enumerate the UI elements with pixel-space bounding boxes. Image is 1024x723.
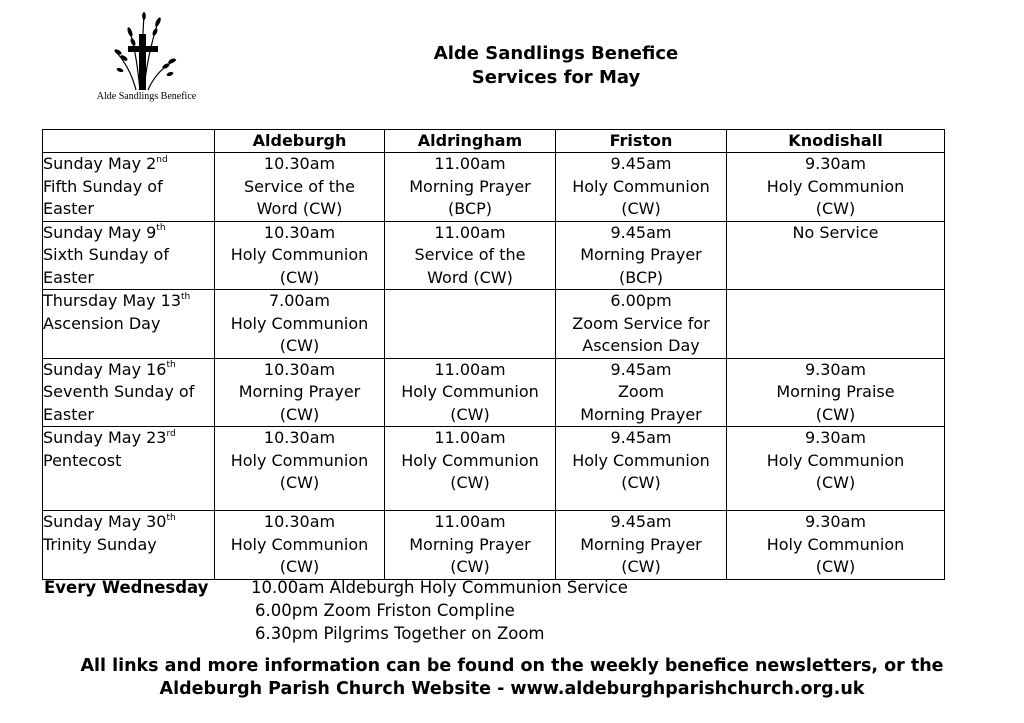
service-detail: (CW) xyxy=(815,404,856,424)
service-cell xyxy=(556,427,727,511)
service-detail: Holy Communion xyxy=(572,450,710,470)
service-detail: (CW) xyxy=(815,473,856,492)
column-header-aldringham: Aldringham xyxy=(385,130,556,153)
service-date-cell xyxy=(43,511,215,580)
service-detail: Holy Communion xyxy=(230,313,369,333)
service-date-cell xyxy=(43,358,215,427)
service-cell xyxy=(727,358,945,427)
service-cell xyxy=(385,221,556,290)
table-row xyxy=(43,221,945,290)
service-cell xyxy=(385,427,556,511)
service-detail: Morning Prayer xyxy=(238,382,361,401)
service-cell xyxy=(556,153,727,222)
service-cell xyxy=(556,511,727,580)
service-time: 9.45am xyxy=(610,359,672,379)
service-detail: Holy Communion xyxy=(766,176,905,196)
wednesday-service-item: 6.00pm Zoom Friston Compline xyxy=(255,601,515,620)
service-detail: (CW) xyxy=(279,404,320,424)
service-date xyxy=(43,427,214,450)
wednesday-service-item: 10.00am Aldeburgh Holy Communion Service xyxy=(251,578,628,597)
service-detail: (CW) xyxy=(815,557,856,576)
service-cell xyxy=(215,290,385,359)
service-detail: Morning Prayer xyxy=(580,245,702,264)
table-row xyxy=(43,427,945,511)
service-cell xyxy=(556,221,727,290)
liturgical-day-label: Easter xyxy=(43,267,94,287)
service-date-text: Sunday May 16 xyxy=(43,359,167,379)
service-date-cell xyxy=(43,290,215,359)
service-time: 7.00am xyxy=(268,291,330,310)
service-detail: (BCP) xyxy=(448,199,492,218)
liturgical-day-label: Easter xyxy=(43,199,94,218)
service-cell xyxy=(215,427,385,511)
date-ordinal-suffix: nd xyxy=(156,154,168,165)
service-detail: (CW) xyxy=(279,336,320,355)
table-row xyxy=(43,511,945,580)
service-detail: Holy Communion xyxy=(401,450,539,470)
service-time: 11.00am xyxy=(434,428,506,447)
liturgical-day-label: Easter xyxy=(43,404,94,424)
column-header-aldeburgh: Aldeburgh xyxy=(215,130,385,153)
service-detail: (CW) xyxy=(621,199,661,218)
header-empty-cell xyxy=(43,130,215,153)
service-cell xyxy=(727,290,945,359)
service-time: 9.30am xyxy=(804,359,866,379)
liturgical-day-label: Pentecost xyxy=(43,450,122,470)
table-row xyxy=(43,290,945,359)
service-cell xyxy=(556,290,727,359)
logo-caption: Alde Sandlings Benefice xyxy=(96,91,197,102)
table-row xyxy=(43,153,945,222)
service-time: 9.45am xyxy=(610,222,672,242)
service-detail: (CW) xyxy=(450,404,490,424)
service-date-cell xyxy=(43,153,215,222)
service-detail: (CW) xyxy=(279,557,320,576)
service-time: 9.45am xyxy=(610,154,672,173)
service-detail: Holy Communion xyxy=(766,450,905,470)
liturgical-day-label: Sixth Sunday of xyxy=(43,245,169,264)
service-cell xyxy=(385,290,556,359)
service-detail: No Service xyxy=(792,222,879,242)
service-date xyxy=(43,511,214,534)
liturgical-day-label: Fifth Sunday of xyxy=(43,176,163,196)
page-subtitle: Services for May xyxy=(471,67,641,88)
service-time: 9.30am xyxy=(804,428,866,447)
service-date-cell xyxy=(43,221,215,290)
service-detail: Word (CW) xyxy=(256,199,343,218)
service-detail: Morning Prayer xyxy=(580,404,702,424)
service-time: 9.45am xyxy=(610,512,672,531)
service-cell xyxy=(556,358,727,427)
service-time: 10.30am xyxy=(263,512,336,531)
date-ordinal-suffix: th xyxy=(166,512,176,523)
service-date-text: Sunday May 2 xyxy=(43,154,157,173)
service-date-text: Sunday May 23 xyxy=(43,428,167,447)
table-row xyxy=(43,358,945,427)
service-date xyxy=(43,222,214,245)
service-date-cell xyxy=(43,427,215,511)
service-time: 9.30am xyxy=(804,154,866,173)
service-date-text: Thursday May 13 xyxy=(43,291,182,310)
service-time: 11.00am xyxy=(434,222,506,242)
service-detail: Holy Communion xyxy=(230,534,369,554)
service-cell xyxy=(727,511,945,580)
service-detail: Service of the xyxy=(414,245,526,264)
service-cell xyxy=(215,511,385,580)
service-time: 10.30am xyxy=(263,222,336,242)
date-ordinal-suffix: rd xyxy=(166,428,176,439)
service-date xyxy=(43,290,214,313)
liturgical-day-label: Ascension Day xyxy=(43,313,161,333)
service-time: 10.30am xyxy=(263,359,336,379)
service-cell xyxy=(385,358,556,427)
services-table xyxy=(42,129,945,580)
service-cell xyxy=(215,153,385,222)
service-detail: Morning Prayer xyxy=(580,534,702,554)
service-detail: Holy Communion xyxy=(401,382,539,401)
service-cell xyxy=(215,221,385,290)
service-detail: (BCP) xyxy=(619,267,663,287)
wednesday-service-item: 6.30pm Pilgrims Together on Zoom xyxy=(255,624,545,643)
service-cell xyxy=(727,153,945,222)
service-time: 10.30am xyxy=(263,154,336,173)
service-detail: Ascension Day xyxy=(582,336,700,355)
service-detail: (CW) xyxy=(450,557,490,576)
service-cell xyxy=(727,427,945,511)
date-ordinal-suffix: th xyxy=(181,291,191,302)
service-detail: Morning Praise xyxy=(776,382,895,401)
service-detail: (CW) xyxy=(279,473,320,492)
service-cell xyxy=(385,153,556,222)
every-wednesday-label: Every Wednesday xyxy=(44,578,209,597)
benefice-logo xyxy=(84,12,209,104)
footer-website: Aldeburgh Parish Church Website - www.aldeburghparishchurch.org.uk xyxy=(159,679,865,699)
service-detail: (CW) xyxy=(815,199,856,218)
liturgical-day-label: Seventh Sunday of xyxy=(43,382,195,401)
service-detail: Holy Communion xyxy=(230,450,369,470)
service-cell xyxy=(215,358,385,427)
service-time: 10.30am xyxy=(263,428,336,447)
service-detail: Morning Prayer xyxy=(409,176,531,196)
service-date-text: Sunday May 9 xyxy=(43,222,157,242)
service-time: 11.00am xyxy=(434,512,506,531)
date-ordinal-suffix: th xyxy=(166,360,176,371)
service-time: 9.30am xyxy=(804,512,866,531)
service-detail: (CW) xyxy=(621,557,661,576)
service-date xyxy=(43,153,214,176)
service-detail: Holy Communion xyxy=(572,176,710,196)
table-header-row xyxy=(43,130,945,153)
column-header-knodishall: Knodishall xyxy=(727,130,945,153)
service-cell xyxy=(727,221,945,290)
service-time: 11.00am xyxy=(434,154,506,173)
service-detail: Holy Communion xyxy=(766,534,905,554)
page-title: Alde Sandlings Benefice xyxy=(433,43,679,64)
service-detail: Zoom Service for xyxy=(572,313,710,333)
service-detail: Morning Prayer xyxy=(409,534,531,554)
service-detail: (CW) xyxy=(279,267,320,287)
service-detail: Holy Communion xyxy=(230,245,369,264)
service-detail: Zoom xyxy=(617,382,665,401)
footer-note: All links and more information can be found on the weekly benefice newsletters, or the xyxy=(80,656,944,676)
column-header-friston: Friston xyxy=(556,130,727,153)
service-time: 11.00am xyxy=(434,359,506,379)
service-date xyxy=(43,359,214,382)
date-ordinal-suffix: th xyxy=(156,223,166,234)
service-detail: (CW) xyxy=(621,473,661,492)
service-cell xyxy=(385,511,556,580)
cross-wheat-logo-icon xyxy=(110,12,182,92)
service-time: 6.00pm xyxy=(610,291,672,310)
service-time: 9.45am xyxy=(610,428,672,447)
service-detail: Word (CW) xyxy=(427,267,513,287)
service-detail: Service of the xyxy=(244,176,355,196)
service-detail: (CW) xyxy=(450,473,490,492)
service-date-text: Sunday May 30 xyxy=(43,512,167,531)
liturgical-day-label: Trinity Sunday xyxy=(43,534,157,554)
